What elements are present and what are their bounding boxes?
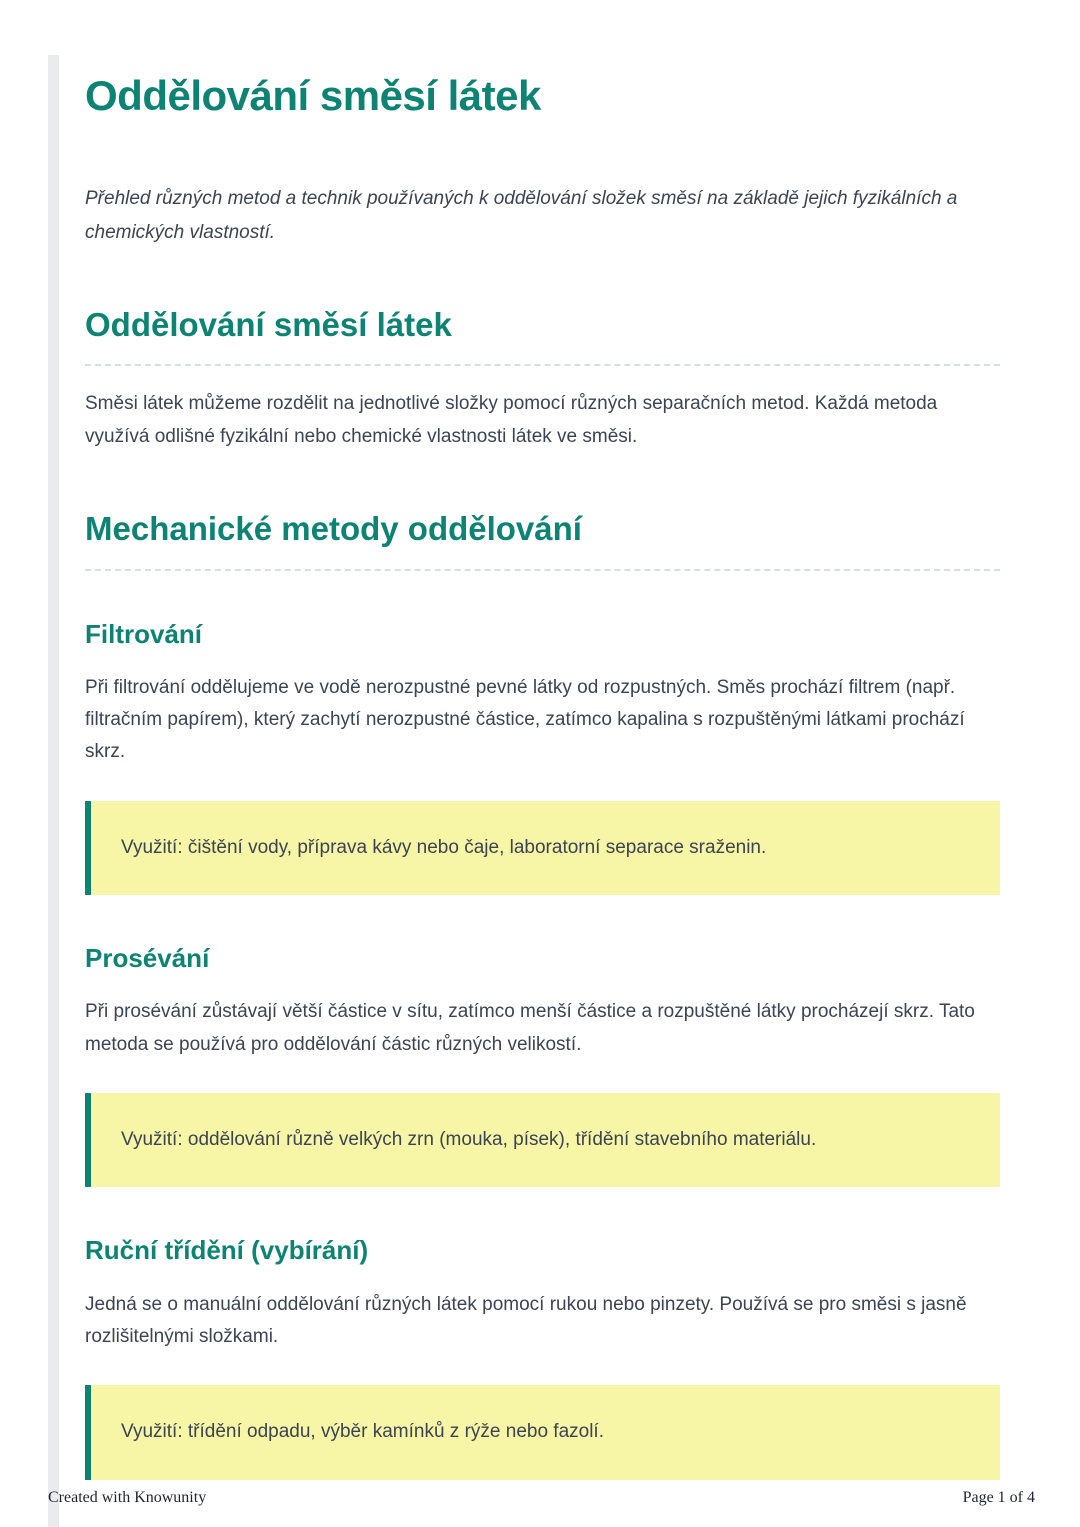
subsection-title-filtering: Filtrování [85,618,203,649]
footer-created-with: Created with Knowunity [48,1489,207,1506]
document-content [85,72,1000,1480]
page-edge-bar [48,55,59,1527]
subsection-sieving-paragraph: Při prosévání zůstávají větší částice v sítu, zatímco menší částice a rozpuštěné látky procházejí skrz. Tato metoda se používá pro oddělování částic různých velikostí. [85,1001,975,1055]
footer-page-number: Page 1 of 4 [962,1489,1035,1506]
section-heading-mechanical-methods: Mechanické metody oddělování [85,509,1000,571]
usage-callout-hand-sorting-text: Využití: třídění odpadu, výběr kamínků z rýže nebo fazolí. [121,1421,604,1443]
usage-callout-filtering-text: Využití: čištění vody, příprava kávy nebo čaje, laboratorní separace sraženin. [121,836,767,858]
usage-callout-hand-sorting [85,1385,1000,1480]
document-intro: Přehled různých metod a technik používaných k oddělování složek směsí na základě jejich fyzikálních a chemických vlastností. [85,188,958,243]
document-title: Oddělování směsí látek [85,72,541,119]
subsection-hand-sorting-paragraph: Jedná se o manuální oddělování různých látek pomocí rukou nebo pinzety. Používá se pro směsi s jasně rozlišitelnými složkami. [85,1293,967,1347]
usage-callout-filtering [85,801,1000,896]
subsection-filtering-paragraph: Při filtrování oddělujeme ve vodě nerozpustné pevné látky od rozpustných. Směs prochází filtrem (např. filtračním papírem), který zachytí nerozpustné částice, zatímco kapalina s rozpuštěnými látkami prochází skrz. [85,676,965,763]
usage-callout-sieving [85,1093,1000,1188]
section-overview-paragraph: Směsi látek můžeme rozdělit na jednotlivé složky pomocí různých separačních metod. Každá metoda využívá odlišné fyzikální nebo chemické vlastnosti látek ve směsi. [85,393,938,447]
subsection-title-sieving: Prosévání [85,943,210,974]
usage-callout-sieving-text: Využití: oddělování různě velkých zrn (mouka, písek), třídění stavebního materiálu. [121,1128,817,1150]
page-footer [48,1489,1035,1507]
section-heading-overview: Oddělování směsí látek [85,305,1000,367]
subsection-title-hand-sorting: Ruční třídění (vybírání) [85,1235,369,1266]
